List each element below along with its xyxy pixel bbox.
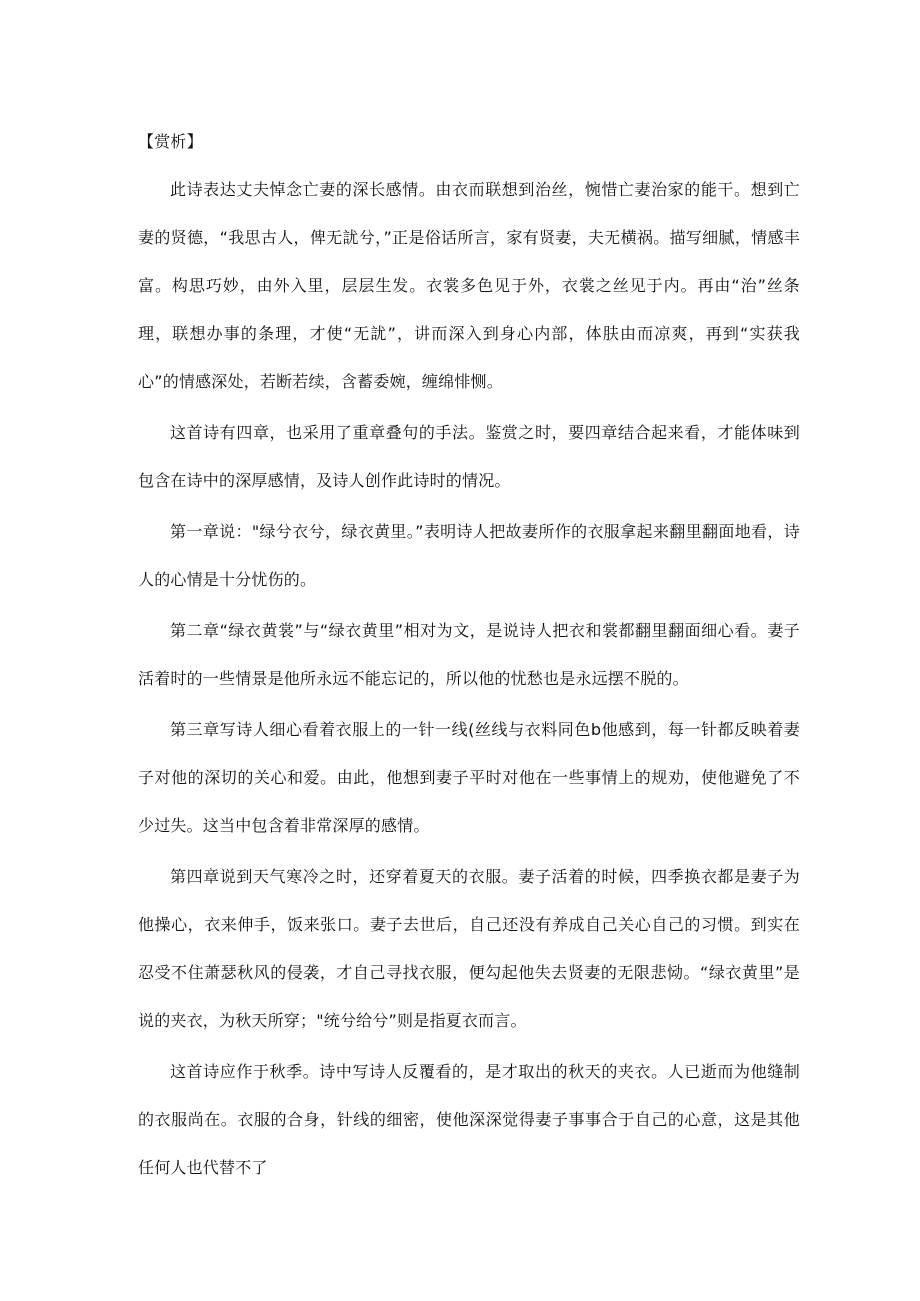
paragraph-4: 第二章“绿衣黄裳”与“绿衣黄里”相对为文，是说诗人把衣和裳都翻里翻面细心看。妻子活着时的一些情景是他所永远不能忘记的，所以他的忧愁也是永远摆不脱的。	[138, 621, 800, 688]
paragraph-2: 这首诗有四章，也采用了重章叠句的手法。鉴赏之时，要四章结合起来看，才能体味到包含在诗中的深厚感情，及诗人创作此诗时的情况。	[138, 423, 800, 490]
paragraph-5: 第三章写诗人细心看着衣服上的一针一线(丝线与衣料同色b他感到，每一针都反映着妻子对他的深切的关心和爱。由此，他想到妻子平时对他在一些事情上的规劝，使他避免了不少过失。这当中包含着非常深厚的感情。	[138, 720, 800, 835]
paragraph-1: 此诗表达丈夫悼念亡妻的深长感情。由衣而联想到治丝，惋惜亡妻治家的能干。想到亡妻的贤德，“我思古人，俾无訧兮，”正是俗话所言，家有贤妻，夫无横祸。描写细腻，情感丰富。构思巧妙，由外入里，层层生发。衣裳多色见于外，衣裳之丝见于内。再由“治”丝条理，联想办事的条理，才使“无訧”，讲而深入到身心内部，体肤由而凉爽，再到“实获我心”的情感深处，若断若续，含蓄委婉，缠绵悱恻。	[138, 180, 800, 391]
paragraph-6: 第四章说到天气寒冷之时，还穿着夏天的衣服。妻子活着的时候，四季换衣都是妻子为他操心，衣来伸手，饭来张口。妻子去世后，自己还没有养成自己关心自己的习惯。到实在忍受不住萧瑟秋风的侵袭，才自己寻找衣服，便勾起他失去贤妻的无限悲恸。“绿衣黄里”是说的夹衣，为秋天所穿；"统兮给兮”则是指夏衣而言。	[138, 867, 800, 1030]
document-page	[138, 118, 800, 1195]
section-heading: 【赏析】	[138, 132, 203, 151]
paragraph-7: 这首诗应作于秋季。诗中写诗人反覆看的，是才取出的秋天的夹衣。人已逝而为他缝制的衣服尚在。衣服的合身，针线的细密，使他深深觉得妻子事事合于自己的心意，这是其他任何人也代替不了	[138, 1062, 800, 1177]
paragraph-3: 第一章说："绿兮衣兮，绿衣黄里。”表明诗人把故妻所作的衣服拿起来翻里翻面地看，诗人的心情是十分忧伤的。	[138, 522, 800, 589]
